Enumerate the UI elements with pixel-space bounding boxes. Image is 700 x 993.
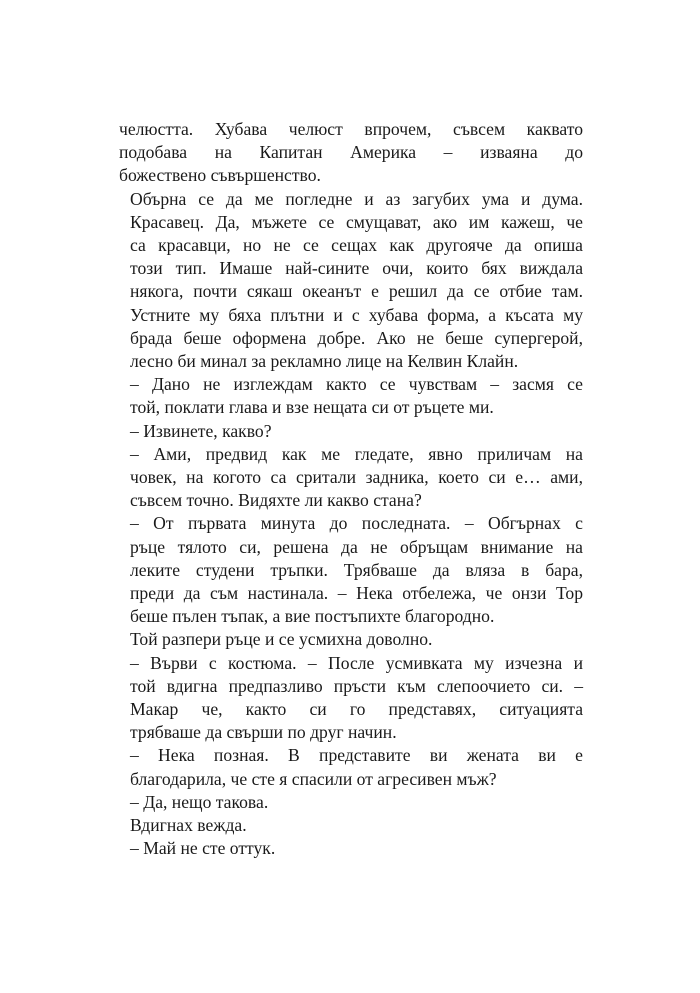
text-line: – Май не сте оттук. — [130, 838, 276, 859]
text-line: трябваше да свърши по друг начин. — [130, 722, 397, 743]
text-line: беше пълен тъпак, а вие постъпихте благородно. — [130, 606, 495, 627]
paragraph — [119, 512, 583, 628]
text-line: – Ами, предвид как ме гледате, явно приличам на — [130, 443, 583, 464]
text-line: благодарила, че сте я спасили от агресивен мъж? — [130, 768, 497, 789]
text-line: – От първата минута до последната. – Обгърнах с — [130, 513, 583, 534]
paragraph — [119, 628, 583, 651]
text-line: – Върви с костюма. – После усмивката му изчезна и — [130, 652, 583, 673]
text-line: божествено съвършенство. — [119, 165, 321, 186]
text-line: преди да съм настинала. – Нека отбележа, че онзи Тор — [130, 583, 583, 604]
text-line: – Нека позная. В представите ви жената ви е — [130, 745, 583, 766]
text-line: челюстта. Хубава челюст впрочем, съвсем каквато — [119, 119, 583, 139]
paragraph — [119, 837, 583, 860]
text-line: някога, почти сякаш океанът е решил да се отбие там. — [130, 281, 583, 302]
text-line: – Дано не изглеждам както се чувствам – засмя се — [130, 374, 583, 395]
text-line: този тип. Имаше най-сините очи, които бях виждала — [130, 258, 583, 279]
text-line: – Извинете, какво? — [130, 420, 272, 441]
book-page-text — [119, 118, 583, 861]
paragraph — [119, 118, 583, 188]
text-line: ръце тялото си, решена да не обръщам внимание на — [130, 536, 583, 557]
text-line: Обърна се да ме погледне и аз загубих ума и дума. — [130, 188, 583, 209]
paragraph — [119, 420, 583, 443]
text-line: той вдигна предпазливо пръсти към слепоочието си. – — [130, 675, 583, 696]
text-line: Той разпери ръце и се усмихна доволно. — [130, 629, 433, 650]
text-line: човек, на когото са сритали задника, което си е… ами, — [130, 467, 583, 488]
text-line: той, поклати глава и взе нещата си от ръцете ми. — [130, 397, 494, 418]
text-line: брада беше оформена добре. Ако не беше супергерой, — [130, 327, 583, 348]
text-line: леките студени тръпки. Трябваше да вляза в бара, — [130, 559, 583, 580]
paragraph — [119, 791, 583, 814]
paragraph — [119, 443, 583, 513]
paragraph — [119, 188, 583, 374]
paragraph — [119, 814, 583, 837]
text-line: Устните му бяха плътни и с хубава форма, а късата му — [130, 304, 583, 325]
text-line: Вдигнах вежда. — [130, 815, 247, 836]
text-line: – Да, нещо такова. — [130, 791, 269, 812]
paragraph — [119, 744, 583, 790]
text-line: Макар че, както си го представях, ситуацията — [130, 699, 583, 720]
text-line: Красавец. Да, мъжете се смущават, ако им кажеш, че — [130, 211, 583, 232]
text-line: са красавци, но не се сещах как другояче да опиша — [130, 235, 583, 256]
paragraph — [119, 652, 583, 745]
text-line: лесно би минал за рекламно лице на Келвин Клайн. — [130, 351, 519, 372]
text-line: подобава на Капитан Америка – изваяна до — [119, 142, 583, 163]
text-line: съвсем точно. Видяхте ли какво стана? — [130, 490, 422, 511]
paragraph — [119, 373, 583, 419]
